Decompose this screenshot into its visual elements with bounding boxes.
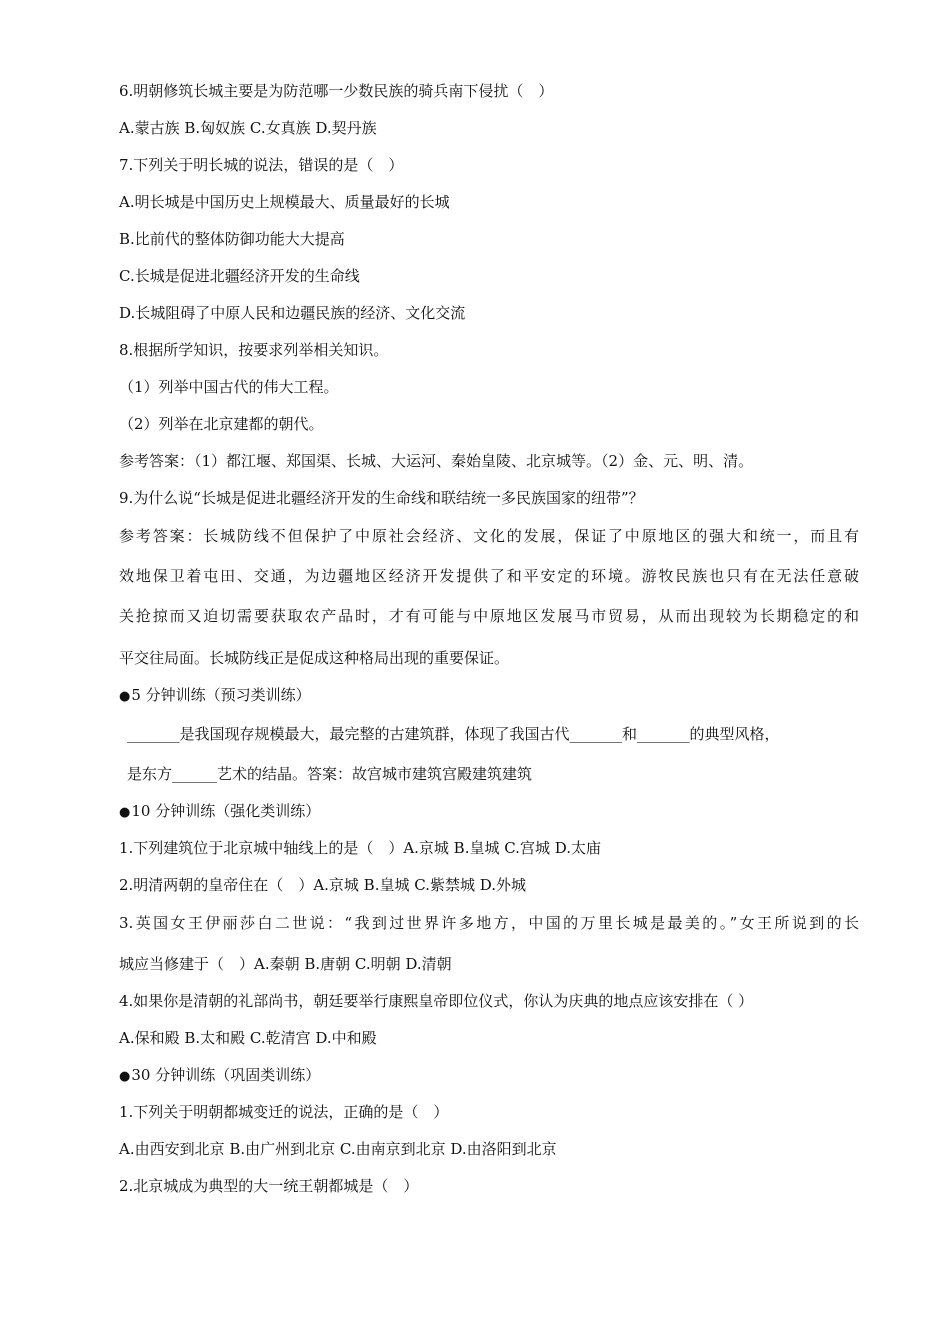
question-9-answer-line-1: 参考答案：长城防线不但保护了中原社会经济、文化的发展，保证了中原地区的强大和统一，而且有 — [119, 527, 859, 545]
question-8: 8.根据所学知识，按要求列举相关知识。 — [119, 341, 389, 359]
section-title: 10 分钟训练（强化类训练） — [131, 802, 321, 820]
review-question-1: 1.下列关于明朝都城变迁的说法，正确的是（ ） — [119, 1103, 449, 1121]
question-9: 9.为什么说“长城是促进北疆经济开发的生命线和联结统一多民族国家的纽带”？ — [119, 489, 644, 507]
question-6: 6.明朝修筑长城主要是为防范哪一少数民族的骑兵南下侵扰（ ） — [119, 82, 554, 100]
bullet-icon: ● — [119, 1069, 131, 1084]
drill-question-2: 2.明清两朝的皇帝住在（ ）A.京城 B.皇城 C.紫禁城 D.外城 — [119, 876, 526, 894]
question-7-option-d: D.长城阻碍了中原人民和边疆民族的经济、文化交流 — [119, 304, 466, 322]
drill-question-4-options: A.保和殿 B.太和殿 C.乾清宫 D.中和殿 — [119, 1029, 377, 1047]
section-5-minute — [119, 685, 311, 707]
question-7: 7.下列关于明长城的说法，错误的是（ ） — [119, 156, 404, 174]
section-30-minute — [119, 1065, 320, 1087]
question-9-answer-line-4: 平交往局面。长城防线正是促成这种格局出现的重要保证。 — [119, 649, 510, 667]
question-6-options: A.蒙古族 B.匈奴族 C.女真族 D.契丹族 — [119, 119, 377, 137]
fill-blank-line-2: 是东方______艺术的结晶。答案：故宫城市建筑宫殿建筑建筑 — [127, 765, 533, 783]
drill-question-4: 4.如果你是清朝的礼部尚书，朝廷要举行康熙皇帝即位仪式，你认为庆典的地点应该安排在（ ） — [119, 992, 754, 1010]
drill-question-3-line-2: 城应当修建于（ ）A.秦朝 B.唐朝 C.明朝 D.清朝 — [119, 955, 452, 973]
section-title: 30 分钟训练（巩固类训练） — [131, 1066, 321, 1084]
drill-question-3-line-1: 3.英国女王伊丽莎白二世说：“我到过世界许多地方，中国的万里长城是最美的。”女王所说到的长 — [119, 914, 859, 932]
question-9-answer-line-2: 效地保卫着屯田、交通，为边疆地区经济开发提供了和平安定的环境。游牧民族也只有在无法任意破 — [119, 567, 859, 585]
question-7-option-a: A.明长城是中国历史上规模最大、质量最好的长城 — [119, 193, 450, 211]
review-question-1-options: A.由西安到北京 B.由广州到北京 C.由南京到北京 D.由洛阳到北京 — [119, 1140, 557, 1158]
question-7-option-c: C.长城是促进北疆经济开发的生命线 — [119, 267, 360, 285]
fill-blank-line-1: _______是我国现存规模最大，最完整的古建筑群，体现了我国古代_______和_______的典型风格， — [127, 725, 780, 743]
drill-question-1: 1.下列建筑位于北京城中轴线上的是（ ）A.京城 B.皇城 C.宫城 D.太庙 — [119, 839, 601, 857]
question-8-part-2: （2）列举在北京建都的朝代。 — [119, 415, 324, 433]
question-8-answer: 参考答案：（1）都江堰、郑国渠、长城、大运河、秦始皇陵、北京城等。（2）金、元、明、清。 — [119, 452, 754, 470]
question-8-part-1: （1）列举中国古代的伟大工程。 — [119, 378, 339, 396]
question-7-option-b: B.比前代的整体防御功能大大提高 — [119, 230, 345, 248]
bullet-icon: ● — [119, 805, 131, 820]
section-title: 5 分钟训练（预习类训练） — [131, 686, 311, 704]
section-10-minute — [119, 801, 320, 823]
question-9-answer-line-3: 关抢掠而又迫切需要获取农产品时，才有可能与中原地区发展马市贸易，从而出现较为长期稳定的和 — [119, 607, 859, 625]
review-question-2: 2.北京城成为典型的大一统王朝都城是（ ） — [119, 1177, 419, 1195]
bullet-icon: ● — [119, 689, 131, 704]
